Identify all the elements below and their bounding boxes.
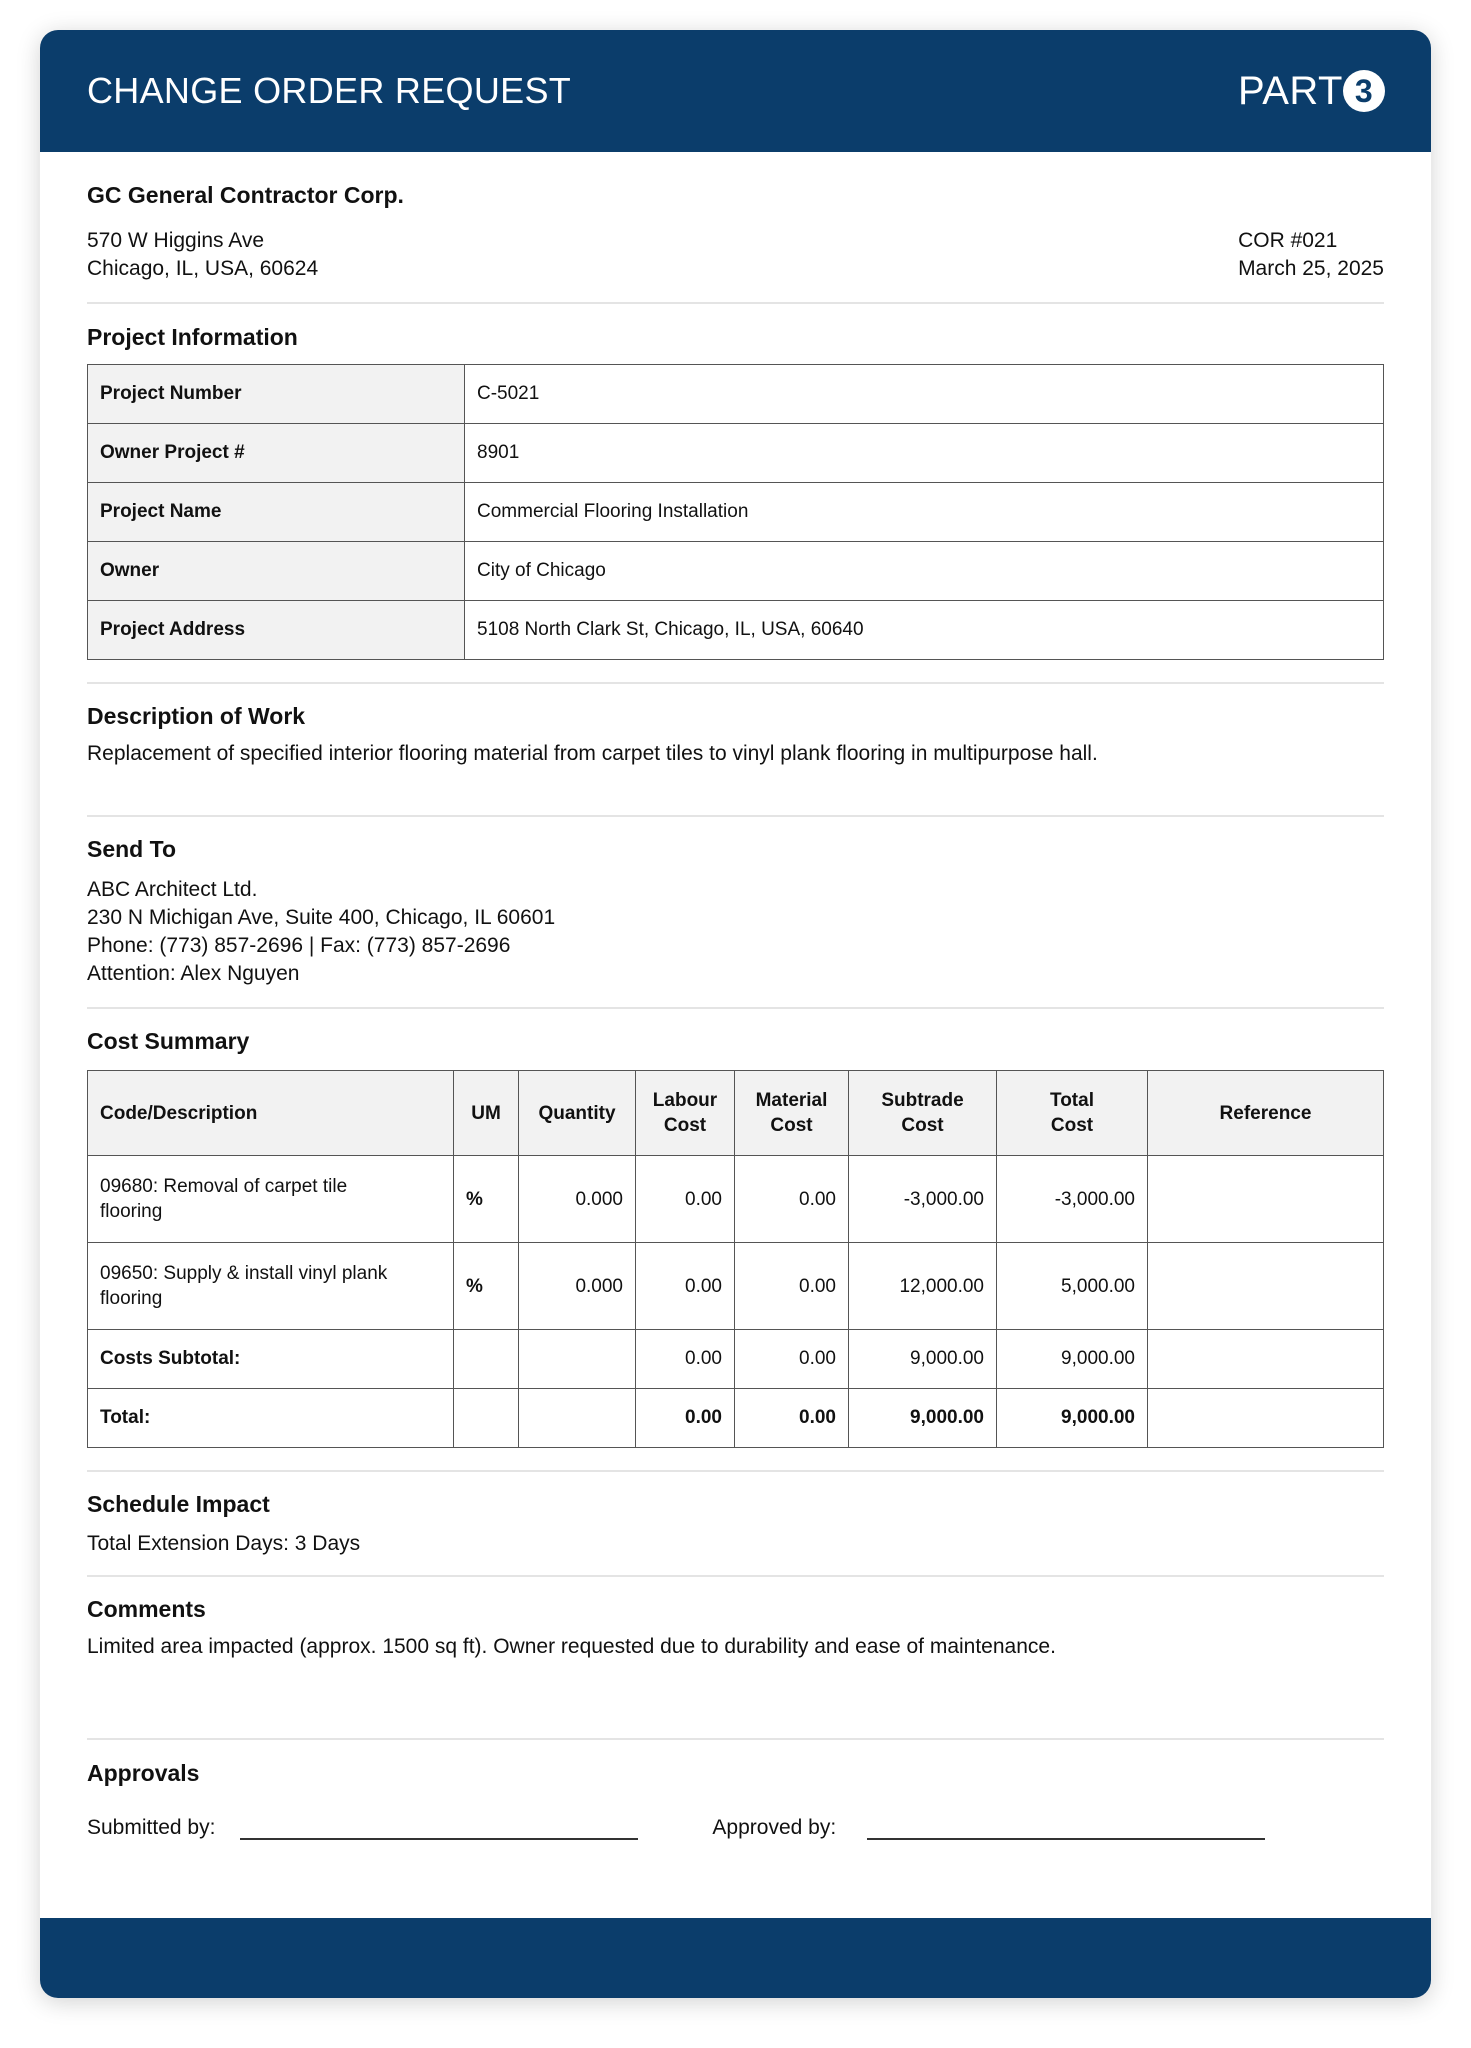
divider — [87, 1738, 1384, 1740]
table-row — [88, 1243, 1384, 1330]
header-bar — [40, 30, 1431, 152]
cor-number: COR #021 — [1238, 229, 1338, 252]
row-value: City of Chicago — [465, 542, 1384, 601]
send-to-line: 230 N Michigan Ave, Suite 400, Chicago, IL 60601 — [87, 906, 556, 929]
comments-text: Limited area impacted (approx. 1500 sq ft). Owner requested due to durability and ease of maintenance. — [87, 1635, 1056, 1658]
logo-number-badge: 3 — [1343, 70, 1385, 112]
subtotal-material: 0.00 — [735, 1330, 849, 1389]
divider — [87, 1575, 1384, 1577]
row-label: Project Number — [88, 365, 465, 424]
subtotal-labour: 0.00 — [636, 1330, 735, 1389]
cell-quantity: 0.000 — [519, 1156, 636, 1243]
col-header-code: Code/Description — [88, 1071, 454, 1156]
row-label: Owner — [88, 542, 465, 601]
cell-subtrade: -3,000.00 — [849, 1156, 997, 1243]
table-row — [88, 424, 1384, 483]
cell-material: 0.00 — [735, 1243, 849, 1330]
divider — [87, 682, 1384, 684]
cost-summary-table — [87, 1070, 1384, 1448]
schedule-impact-title: Schedule Impact — [87, 1491, 270, 1517]
col-header-material: Material Cost — [735, 1071, 849, 1156]
row-label: Project Address — [88, 601, 465, 660]
footer-bar — [40, 1918, 1431, 1998]
total-label: Total: — [88, 1389, 454, 1448]
approved-by-label: Approved by: — [712, 1816, 837, 1839]
subtotal-label: Costs Subtotal: — [88, 1330, 454, 1389]
project-info-table — [87, 364, 1384, 660]
subtotal-subtrade: 9,000.00 — [849, 1330, 997, 1389]
total-row — [88, 1389, 1384, 1448]
approved-by-signature-line[interactable] — [867, 1814, 1265, 1840]
col-header-reference: Reference — [1148, 1071, 1384, 1156]
table-row — [88, 1156, 1384, 1243]
company-address-row — [87, 227, 1384, 283]
comments-title: Comments — [87, 1596, 206, 1622]
project-info-title: Project Information — [87, 324, 298, 350]
cell-code: 09680: Removal of carpet tile flooring — [88, 1156, 454, 1243]
description-title: Description of Work — [87, 703, 306, 729]
col-header-quantity: Quantity — [519, 1071, 636, 1156]
row-value: 5108 North Clark St, Chicago, IL, USA, 60640 — [465, 601, 1384, 660]
submitted-by-signature-line[interactable] — [240, 1814, 638, 1840]
send-to-block — [87, 876, 1384, 988]
empty-cell — [454, 1389, 519, 1448]
col-header-um: UM — [454, 1071, 519, 1156]
divider — [87, 302, 1384, 304]
company-address — [87, 227, 318, 283]
logo-text: PART — [1238, 68, 1343, 113]
divider — [87, 815, 1384, 817]
empty-cell — [1148, 1330, 1384, 1389]
empty-cell — [519, 1389, 636, 1448]
approvals-title: Approvals — [87, 1760, 200, 1786]
row-label: Project Name — [88, 483, 465, 542]
subtotal-total: 9,000.00 — [997, 1330, 1148, 1389]
col-header-labour: Labour Cost — [636, 1071, 735, 1156]
table-row — [88, 365, 1384, 424]
approvals-row — [87, 1814, 1384, 1840]
table-row — [88, 483, 1384, 542]
cell-material: 0.00 — [735, 1156, 849, 1243]
cell-code: 09650: Supply & install vinyl plank flooring — [88, 1243, 454, 1330]
table-row — [88, 542, 1384, 601]
empty-cell — [519, 1330, 636, 1389]
total-total: 9,000.00 — [997, 1389, 1148, 1448]
send-to-line: ABC Architect Ltd. — [87, 878, 258, 901]
total-labour: 0.00 — [636, 1389, 735, 1448]
address-line-2: Chicago, IL, USA, 60624 — [87, 257, 319, 280]
empty-cell — [454, 1330, 519, 1389]
cor-info — [1238, 227, 1384, 283]
cell-reference — [1148, 1243, 1384, 1330]
total-subtrade: 9,000.00 — [849, 1389, 997, 1448]
cell-reference — [1148, 1156, 1384, 1243]
table-header-row — [88, 1071, 1384, 1156]
description-text: Replacement of specified interior flooring material from carpet tiles to vinyl plank flooring in multipurpose hall. — [87, 742, 1098, 765]
document-title: CHANGE ORDER REQUEST — [87, 70, 572, 111]
divider — [87, 1007, 1384, 1009]
divider — [87, 1470, 1384, 1472]
col-header-subtrade: Subtrade Cost — [849, 1071, 997, 1156]
row-value: C-5021 — [465, 365, 1384, 424]
cell-um: % — [454, 1156, 519, 1243]
address-line-1: 570 W Higgins Ave — [87, 229, 265, 252]
cell-labour: 0.00 — [636, 1156, 735, 1243]
cor-date: March 25, 2025 — [1238, 257, 1384, 280]
cell-labour: 0.00 — [636, 1243, 735, 1330]
send-to-title: Send To — [87, 836, 177, 862]
cell-quantity: 0.000 — [519, 1243, 636, 1330]
row-label: Owner Project # — [88, 424, 465, 483]
send-to-line: Phone: (773) 857-2696 | Fax: (773) 857-2696 — [87, 934, 511, 957]
table-row — [88, 601, 1384, 660]
col-header-total: Total Cost — [997, 1071, 1148, 1156]
submitted-by-label: Submitted by: — [87, 1816, 216, 1839]
row-value: Commercial Flooring Installation — [465, 483, 1384, 542]
part3-logo — [1238, 69, 1385, 114]
empty-cell — [1148, 1389, 1384, 1448]
total-material: 0.00 — [735, 1389, 849, 1448]
cell-um: % — [454, 1243, 519, 1330]
document-content — [40, 182, 1431, 1840]
company-name: GC General Contractor Corp. — [87, 182, 404, 208]
row-value: 8901 — [465, 424, 1384, 483]
cost-summary-title: Cost Summary — [87, 1028, 250, 1054]
cell-subtrade: 12,000.00 — [849, 1243, 997, 1330]
schedule-impact-text: Total Extension Days: 3 Days — [87, 1532, 361, 1555]
document-page — [40, 30, 1431, 1998]
cell-total: 5,000.00 — [997, 1243, 1148, 1330]
cell-total: -3,000.00 — [997, 1156, 1148, 1243]
send-to-line: Attention: Alex Nguyen — [87, 962, 300, 985]
subtotal-row — [88, 1330, 1384, 1389]
